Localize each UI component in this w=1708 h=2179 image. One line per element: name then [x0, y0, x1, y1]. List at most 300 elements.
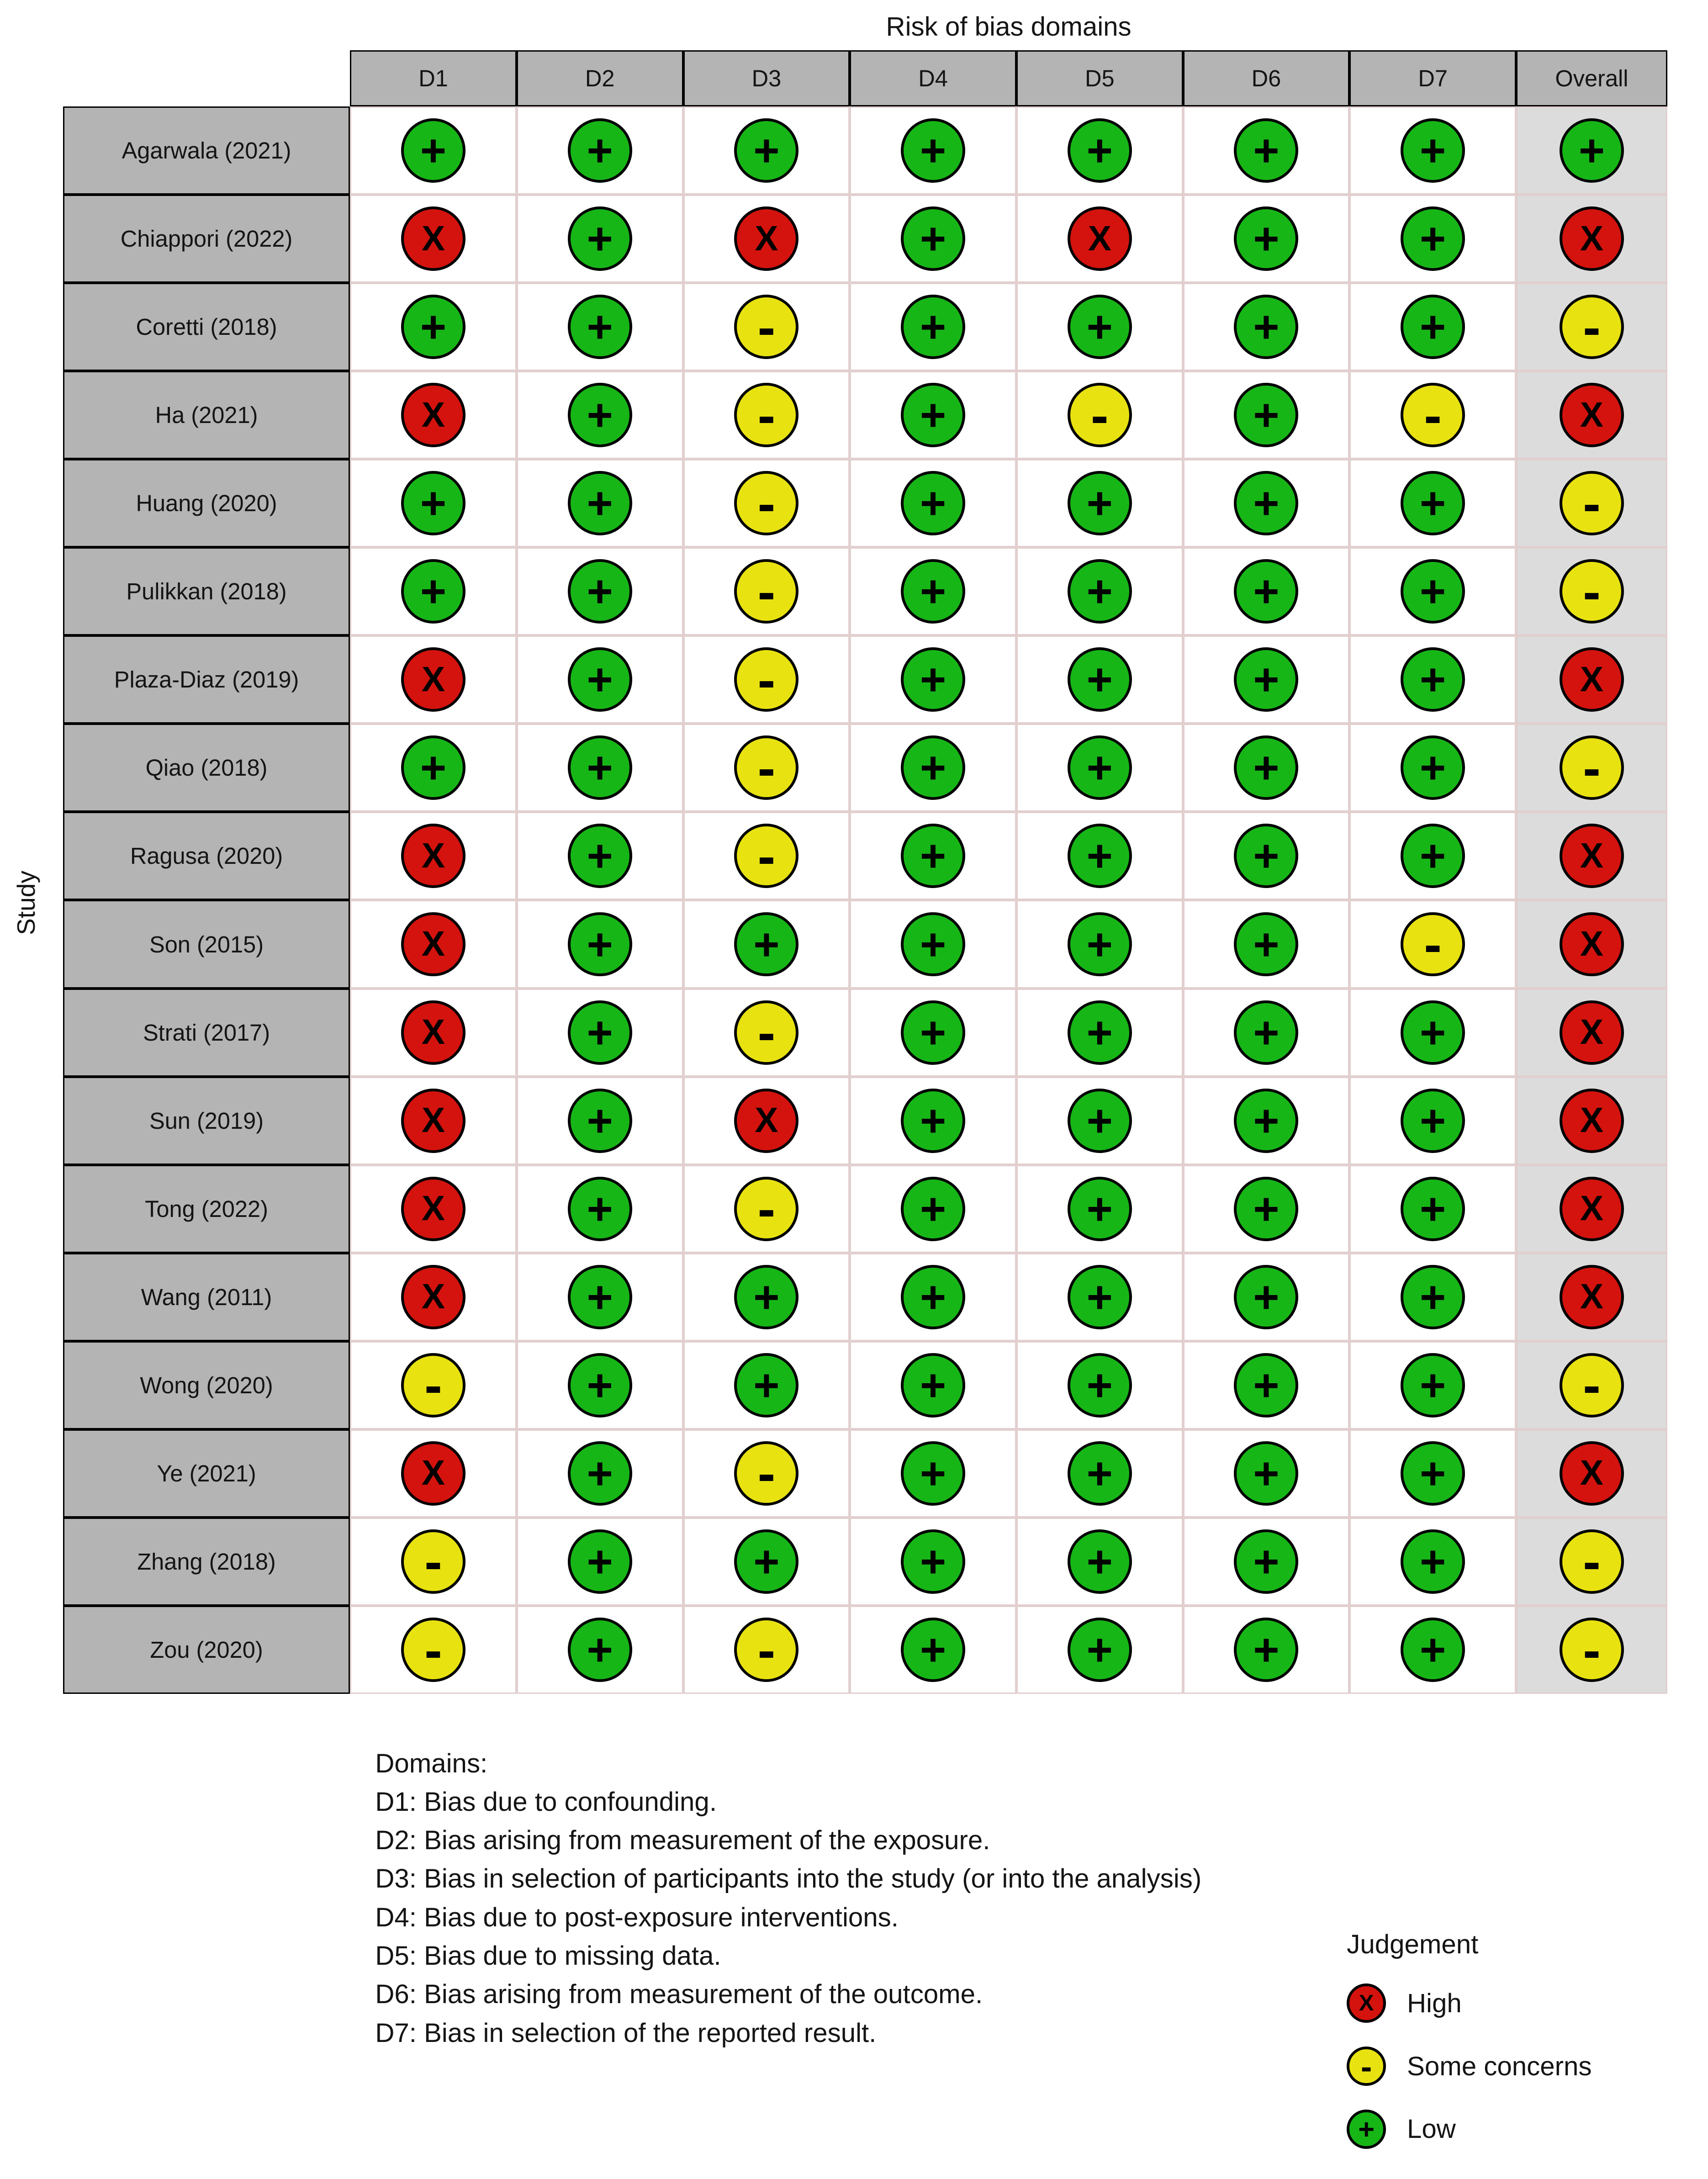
judgement-circle-low: + [568, 295, 632, 359]
judgement-circle-low: + [901, 471, 965, 535]
rob-cell [1183, 1077, 1350, 1165]
rob-cell [1349, 1253, 1516, 1341]
study-label: Zhang (2018) [63, 1518, 350, 1606]
rob-cell [1183, 1253, 1350, 1341]
judgement-circle-high: X [401, 1441, 465, 1506]
rob-cell [517, 1429, 683, 1518]
rob-cell [850, 547, 1016, 635]
rob-cell [1016, 1165, 1183, 1253]
judgement-circle-low: + [568, 735, 632, 800]
rob-cell [1516, 371, 1667, 459]
judgement-legend [1347, 1929, 1592, 2149]
rob-cell [1516, 106, 1667, 195]
rob-cell [683, 1429, 850, 1518]
rob-cell [1016, 989, 1183, 1077]
rob-cell [850, 635, 1016, 724]
legend-label: Low [1407, 2114, 1456, 2144]
rob-cell [1183, 1606, 1350, 1694]
rob-cell [350, 812, 517, 900]
judgement-circle-low: + [1234, 559, 1298, 624]
judgement-circle-low: + [568, 206, 632, 271]
rob-cell [850, 900, 1016, 988]
rob-cell [1016, 1341, 1183, 1429]
judgement-circle-low: + [1401, 206, 1465, 271]
rob-cell [683, 1341, 850, 1429]
judgement-circle-low: + [1234, 824, 1298, 888]
judgement-circle-high: X [401, 912, 465, 977]
rob-cell [850, 1606, 1016, 1694]
judgement-circle-some: - [734, 1000, 798, 1065]
judgement-circle-low: + [568, 824, 632, 888]
judgement-circle-some: - [1560, 471, 1624, 535]
judgement-circle-low: + [1234, 295, 1298, 359]
judgement-circle-high: X [401, 1089, 465, 1153]
judgement-circle-low: + [1401, 559, 1465, 624]
legend-circle-low: + [1347, 2110, 1386, 2149]
judgement-circle-low: + [901, 735, 965, 800]
rob-cell [517, 106, 683, 195]
judgement-circle-high: X [1560, 1265, 1624, 1329]
rob-cell [1016, 1518, 1183, 1606]
judgement-circle-some: - [734, 295, 798, 359]
judgement-circle-high: X [1560, 1441, 1624, 1506]
legend-item [1347, 1983, 1592, 2023]
judgement-circle-low: + [901, 383, 965, 447]
study-label: Chiappori (2022) [63, 195, 350, 283]
judgement-circle-some: - [734, 1441, 798, 1506]
rob-cell [350, 989, 517, 1077]
rob-cell [1016, 1429, 1183, 1518]
judgement-circle-low: + [734, 1265, 798, 1329]
rob-cell [1016, 635, 1183, 724]
judgement-circle-high: X [1560, 206, 1624, 271]
rob-cell [350, 1077, 517, 1165]
judgement-circle-some: - [734, 824, 798, 888]
rob-cell [350, 1429, 517, 1518]
judgement-circle-low: + [568, 1265, 632, 1329]
rob-cell [1516, 989, 1667, 1077]
judgement-circle-low: + [1068, 1177, 1132, 1241]
domains-list [375, 1783, 1201, 2052]
judgement-circle-low: + [1401, 647, 1465, 712]
rob-cell [1349, 1341, 1516, 1429]
rob-cell [1516, 547, 1667, 635]
judgement-circle-some: - [734, 735, 798, 800]
rob-grid [63, 50, 1667, 1694]
judgement-circle-low: + [734, 912, 798, 977]
judgement-circle-low: + [568, 912, 632, 977]
domain-description: D5: Bias due to missing data. [375, 1941, 721, 1971]
judgement-circle-low: + [1068, 1618, 1132, 1682]
rob-cell [1516, 195, 1667, 283]
rob-cell [1516, 812, 1667, 900]
judgement-circle-low: + [1234, 1441, 1298, 1506]
rob-cell [850, 1341, 1016, 1429]
rob-cell [517, 195, 683, 283]
rob-cell [350, 459, 517, 547]
rob-cell [683, 1165, 850, 1253]
rob-cell [350, 1518, 517, 1606]
domains-heading: Domains: [375, 1748, 488, 1778]
legend-item [1347, 2047, 1592, 2086]
rob-cell [683, 900, 850, 988]
rob-cell [1516, 1606, 1667, 1694]
rob-cell [350, 371, 517, 459]
judgement-circle-some: - [734, 471, 798, 535]
study-label: Strati (2017) [63, 989, 350, 1077]
rob-cell [1349, 1429, 1516, 1518]
rob-cell [1183, 724, 1350, 812]
study-label: Zou (2020) [63, 1606, 350, 1694]
judgement-circle-low: + [1401, 118, 1465, 183]
rob-cell [350, 1253, 517, 1341]
judgement-circle-some: - [401, 1353, 465, 1417]
judgement-circle-some: - [1068, 383, 1132, 447]
judgement-circle-low: + [734, 1529, 798, 1594]
judgement-circle-low: + [1068, 1353, 1132, 1417]
judgement-circle-low: + [1401, 1177, 1465, 1241]
judgement-circle-low: + [1068, 735, 1132, 800]
judgement-circle-high: X [401, 383, 465, 447]
judgement-circle-high: X [1560, 1000, 1624, 1065]
judgement-circle-low: + [568, 1529, 632, 1594]
rob-cell [683, 1518, 850, 1606]
rob-cell [517, 812, 683, 900]
judgement-circle-high: X [401, 1265, 465, 1329]
rob-cell [1349, 1606, 1516, 1694]
rob-cell [1183, 989, 1350, 1077]
rob-cell [683, 812, 850, 900]
legend-label: High [1407, 1988, 1462, 2018]
rob-cell [1183, 195, 1350, 283]
judgement-circle-low: + [1401, 824, 1465, 888]
rob-cell [517, 1077, 683, 1165]
judgement-circle-some: - [734, 383, 798, 447]
rob-cell [683, 989, 850, 1077]
study-label: Huang (2020) [63, 459, 350, 547]
rob-cell [1349, 1077, 1516, 1165]
rob-cell [1516, 1518, 1667, 1606]
judgement-circle-some: - [1401, 912, 1465, 977]
judgement-circle-low: + [1401, 1618, 1465, 1682]
judgement-circle-low: + [568, 1353, 632, 1417]
rob-cell [1016, 724, 1183, 812]
judgement-circle-high: X [401, 647, 465, 712]
rob-cell [1516, 283, 1667, 371]
rob-cell [1516, 1253, 1667, 1341]
judgement-circle-low: + [1560, 118, 1624, 183]
rob-cell [1183, 900, 1350, 988]
judgement-circle-low: + [1068, 824, 1132, 888]
judgement-circle-low: + [1401, 1000, 1465, 1065]
rob-cell [1183, 106, 1350, 195]
domain-description: D7: Bias in selection of the reported result. [375, 2018, 877, 2048]
judgement-circle-low: + [1401, 735, 1465, 800]
judgement-circle-low: + [901, 824, 965, 888]
judgement-circle-high: X [734, 1089, 798, 1153]
rob-cell [1349, 989, 1516, 1077]
rob-cell [850, 989, 1016, 1077]
rob-cell [850, 106, 1016, 195]
column-header-d7: D7 [1349, 50, 1516, 106]
study-label: Coretti (2018) [63, 283, 350, 371]
judgement-circle-some: - [734, 647, 798, 712]
rob-cell [683, 283, 850, 371]
domains-block [375, 1745, 1201, 2052]
rob-cell [1016, 106, 1183, 195]
rob-cell [683, 1253, 850, 1341]
rob-cell [1516, 459, 1667, 547]
study-label: Ha (2021) [63, 371, 350, 459]
column-header-d5: D5 [1016, 50, 1183, 106]
rob-cell [1016, 371, 1183, 459]
judgement-circle-low: + [1068, 559, 1132, 624]
legend-circle-some: - [1347, 2047, 1386, 2086]
judgement-circle-low: + [568, 1000, 632, 1065]
rob-cell [1016, 283, 1183, 371]
judgement-circle-some: - [734, 1177, 798, 1241]
rob-cell [1016, 812, 1183, 900]
judgement-circle-some: - [734, 1618, 798, 1682]
rob-cell [517, 459, 683, 547]
rob-cell [1349, 724, 1516, 812]
judgement-circle-low: + [1234, 1089, 1298, 1153]
rob-cell [850, 1077, 1016, 1165]
judgement-circle-high: X [401, 1000, 465, 1065]
judgement-circle-low: + [1401, 1529, 1465, 1594]
judgement-circle-low: + [734, 118, 798, 183]
judgement-circle-low: + [901, 1000, 965, 1065]
judgement-circle-low: + [401, 295, 465, 359]
judgement-circle-high: X [1560, 647, 1624, 712]
rob-cell [1516, 635, 1667, 724]
column-header-d4: D4 [850, 50, 1016, 106]
study-label: Qiao (2018) [63, 724, 350, 812]
judgement-circle-high: X [1560, 824, 1624, 888]
judgement-circle-low: + [1234, 1265, 1298, 1329]
study-label: Wong (2020) [63, 1341, 350, 1429]
rob-cell [517, 1606, 683, 1694]
rob-cell [517, 1165, 683, 1253]
rob-cell [1516, 1165, 1667, 1253]
judgement-circle-low: + [901, 295, 965, 359]
judgement-circle-high: X [734, 206, 798, 271]
judgement-circle-some: - [1560, 1618, 1624, 1682]
rob-cell [683, 371, 850, 459]
rob-cell [517, 724, 683, 812]
judgement-circle-low: + [1401, 295, 1465, 359]
judgement-circle-low: + [1068, 471, 1132, 535]
rob-cell [1016, 195, 1183, 283]
study-label: Sun (2019) [63, 1077, 350, 1165]
judgement-circle-low: + [568, 559, 632, 624]
judgement-circle-high: X [1560, 1089, 1624, 1153]
rob-cell [683, 195, 850, 283]
judgement-circle-low: + [568, 1441, 632, 1506]
judgement-circle-low: + [901, 912, 965, 977]
judgement-circle-low: + [734, 1353, 798, 1417]
rob-cell [850, 812, 1016, 900]
judgement-circle-low: + [568, 647, 632, 712]
rob-cell [1516, 1341, 1667, 1429]
rob-cell [1349, 900, 1516, 988]
rob-cell [517, 1518, 683, 1606]
judgement-circle-low: + [1234, 1353, 1298, 1417]
rob-cell [350, 195, 517, 283]
rob-cell [1349, 371, 1516, 459]
rob-cell [350, 1165, 517, 1253]
rob-cell [350, 1341, 517, 1429]
rob-cell [1016, 547, 1183, 635]
rob-cell [1349, 283, 1516, 371]
rob-cell [683, 459, 850, 547]
rob-cell [1516, 1077, 1667, 1165]
judgement-circle-some: - [1560, 1353, 1624, 1417]
rob-cell [1016, 900, 1183, 988]
rob-cell [350, 724, 517, 812]
rob-cell [1349, 635, 1516, 724]
judgement-circle-low: + [1401, 1441, 1465, 1506]
judgement-circle-some: - [401, 1529, 465, 1594]
judgement-circle-some: - [401, 1618, 465, 1682]
rob-cell [1349, 1165, 1516, 1253]
judgement-circle-low: + [568, 1618, 632, 1682]
judgement-circle-low: + [401, 118, 465, 183]
judgement-circle-low: + [901, 559, 965, 624]
rob-cell [1183, 547, 1350, 635]
rob-cell [1183, 283, 1350, 371]
rob-cell [1183, 1341, 1350, 1429]
rob-cell [1183, 371, 1350, 459]
study-label: Pulikkan (2018) [63, 547, 350, 635]
domain-description: D4: Bias due to post-exposure interventions. [375, 1902, 899, 1932]
judgement-circle-some: - [734, 559, 798, 624]
judgement-circle-low: + [901, 1265, 965, 1329]
rob-cell [517, 1253, 683, 1341]
domain-description: D3: Bias in selection of participants into the study (or into the analysis) [375, 1864, 1202, 1894]
column-header-d1: D1 [350, 50, 517, 106]
judgement-circle-low: + [1401, 1089, 1465, 1153]
rob-cell [517, 900, 683, 988]
rob-cell [850, 1165, 1016, 1253]
rob-cell [1183, 1429, 1350, 1518]
judgement-circle-low: + [568, 383, 632, 447]
rob-cell [1183, 1518, 1350, 1606]
rob-cell [350, 547, 517, 635]
judgement-circle-low: + [1234, 912, 1298, 977]
judgement-circle-low: + [1234, 118, 1298, 183]
rob-cell [683, 1077, 850, 1165]
judgement-circle-low: + [401, 471, 465, 535]
judgement-circle-high: X [1560, 912, 1624, 977]
judgement-circle-low: + [901, 1529, 965, 1594]
rob-cell [1516, 724, 1667, 812]
rob-cell [683, 724, 850, 812]
rob-cell [1349, 812, 1516, 900]
judgement-circle-low: + [901, 1618, 965, 1682]
rob-cell [350, 106, 517, 195]
legend-label: Some concerns [1407, 2051, 1592, 2081]
judgement-circle-low: + [901, 647, 965, 712]
judgement-circle-low: + [568, 1089, 632, 1153]
rob-cell [350, 900, 517, 988]
study-label: Wang (2011) [63, 1253, 350, 1341]
rob-cell [350, 635, 517, 724]
rob-cell [683, 547, 850, 635]
study-label: Son (2015) [63, 900, 350, 988]
judgement-circle-some: - [1560, 295, 1624, 359]
rob-cell [850, 1518, 1016, 1606]
rob-cell [1183, 812, 1350, 900]
judgement-circle-high: X [1560, 383, 1624, 447]
judgement-circle-low: + [568, 118, 632, 183]
column-header-d2: D2 [517, 50, 683, 106]
judgement-circle-low: + [1234, 471, 1298, 535]
rob-cell [1016, 1253, 1183, 1341]
rob-cell [1016, 1606, 1183, 1694]
rob-cell [1349, 547, 1516, 635]
judgement-circle-low: + [1068, 1529, 1132, 1594]
column-header-d6: D6 [1183, 50, 1350, 106]
judgement-circle-low: + [901, 1089, 965, 1153]
judgement-circle-high: X [1068, 206, 1132, 271]
rob-cell [683, 1606, 850, 1694]
judgement-circle-low: + [1068, 1089, 1132, 1153]
judgement-circle-low: + [901, 1441, 965, 1506]
judgement-circle-low: + [1234, 1000, 1298, 1065]
judgement-circle-low: + [1068, 118, 1132, 183]
study-label: Ragusa (2020) [63, 812, 350, 900]
rob-cell [1516, 1429, 1667, 1518]
judgement-circle-low: + [1401, 471, 1465, 535]
domain-description: D2: Bias arising from measurement of the exposure. [375, 1825, 990, 1856]
judgement-circle-low: + [1234, 1177, 1298, 1241]
rob-cell [517, 1341, 683, 1429]
judgement-circle-high: X [401, 1177, 465, 1241]
rob-cell [1349, 195, 1516, 283]
rob-cell [1016, 459, 1183, 547]
rob-cell [1183, 459, 1350, 547]
judgement-circle-low: + [1068, 912, 1132, 977]
study-label: Ye (2021) [63, 1429, 350, 1518]
rob-cell [517, 635, 683, 724]
rob-cell [517, 283, 683, 371]
rob-cell [850, 459, 1016, 547]
corner-spacer [63, 50, 350, 106]
judgement-circle-low: + [1068, 295, 1132, 359]
judgement-circle-low: + [901, 118, 965, 183]
rob-cell [1183, 635, 1350, 724]
judgement-circle-low: + [568, 1177, 632, 1241]
rob-cell [1349, 106, 1516, 195]
judgement-circle-low: + [1234, 206, 1298, 271]
rob-cell [350, 1606, 517, 1694]
rob-cell [517, 371, 683, 459]
legend-item [1347, 2110, 1592, 2149]
judgement-circle-low: + [901, 206, 965, 271]
y-axis-label: Study [11, 871, 40, 936]
rob-cell [1016, 1077, 1183, 1165]
judgement-circle-low: + [401, 735, 465, 800]
legend-circle-high: X [1347, 1983, 1386, 2023]
judgement-circle-low: + [1234, 647, 1298, 712]
judgement-circle-some: - [1560, 559, 1624, 624]
domain-description: D1: Bias due to confounding. [375, 1787, 717, 1817]
rob-cell [1349, 459, 1516, 547]
rob-cell [850, 724, 1016, 812]
judgement-circle-low: + [401, 559, 465, 624]
rob-cell [1516, 900, 1667, 988]
